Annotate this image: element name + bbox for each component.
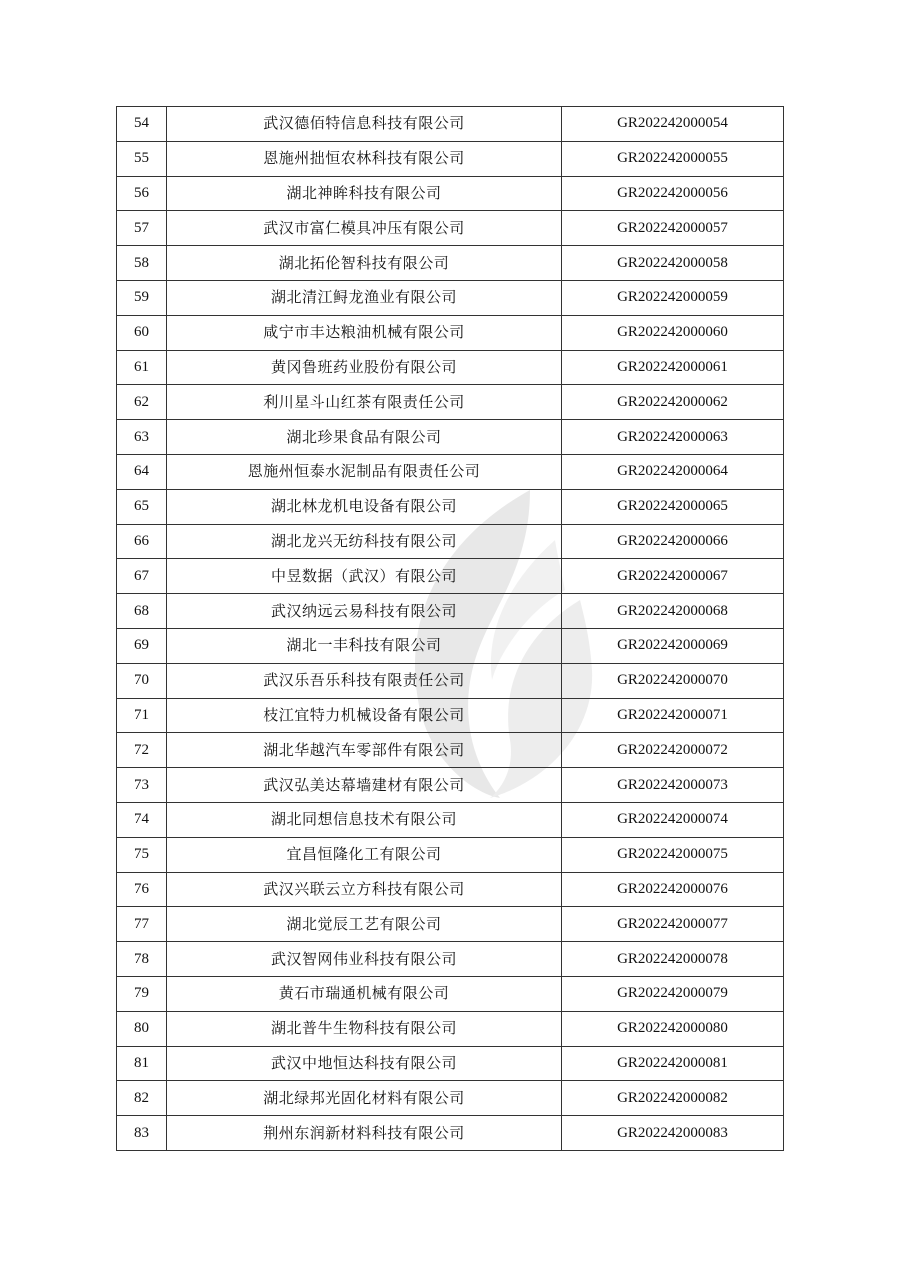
certificate-code-cell: GR202242000064: [562, 454, 784, 489]
row-number-cell: 58: [117, 246, 167, 281]
table-row: [117, 141, 784, 176]
row-number-cell: 82: [117, 1081, 167, 1116]
certificate-code-cell: GR202242000057: [562, 211, 784, 246]
table-row: [117, 768, 784, 803]
company-name-cell: 武汉乐吾乐科技有限责任公司: [167, 663, 562, 698]
company-name-cell: 咸宁市丰达粮油机械有限公司: [167, 315, 562, 350]
certificate-code-cell: GR202242000069: [562, 628, 784, 663]
company-name-cell: 宜昌恒隆化工有限公司: [167, 837, 562, 872]
certificate-code-cell: GR202242000082: [562, 1081, 784, 1116]
row-number-cell: 73: [117, 768, 167, 803]
table-row: [117, 107, 784, 142]
certificate-code-cell: GR202242000067: [562, 559, 784, 594]
row-number-cell: 78: [117, 942, 167, 977]
company-name-cell: 湖北觉辰工艺有限公司: [167, 907, 562, 942]
company-name-cell: 中昱数据（武汉）有限公司: [167, 559, 562, 594]
table-row: [117, 594, 784, 629]
company-name-cell: 武汉纳远云易科技有限公司: [167, 594, 562, 629]
table-row: [117, 176, 784, 211]
certificate-code-cell: GR202242000072: [562, 733, 784, 768]
row-number-cell: 74: [117, 802, 167, 837]
certificate-code-cell: GR202242000073: [562, 768, 784, 803]
company-name-cell: 恩施州拙恒农林科技有限公司: [167, 141, 562, 176]
table-body: [117, 107, 784, 1151]
company-name-cell: 湖北华越汽车零部件有限公司: [167, 733, 562, 768]
table-row: [117, 524, 784, 559]
table-row: [117, 489, 784, 524]
company-name-cell: 湖北同想信息技术有限公司: [167, 802, 562, 837]
table-row: [117, 907, 784, 942]
company-name-cell: 利川星斗山红茶有限责任公司: [167, 385, 562, 420]
row-number-cell: 75: [117, 837, 167, 872]
row-number-cell: 69: [117, 628, 167, 663]
certificate-code-cell: GR202242000077: [562, 907, 784, 942]
company-name-cell: 黄石市瑞通机械有限公司: [167, 976, 562, 1011]
row-number-cell: 67: [117, 559, 167, 594]
company-name-cell: 恩施州恒泰水泥制品有限责任公司: [167, 454, 562, 489]
row-number-cell: 72: [117, 733, 167, 768]
company-name-cell: 黄冈鲁班药业股份有限公司: [167, 350, 562, 385]
certificate-code-cell: GR202242000068: [562, 594, 784, 629]
row-number-cell: 55: [117, 141, 167, 176]
enterprise-table: [116, 106, 784, 1151]
table-row: [117, 1046, 784, 1081]
table-row: [117, 385, 784, 420]
company-name-cell: 湖北拓伦智科技有限公司: [167, 246, 562, 281]
company-name-cell: 湖北龙兴无纺科技有限公司: [167, 524, 562, 559]
table-row: [117, 420, 784, 455]
certificate-code-cell: GR202242000076: [562, 872, 784, 907]
row-number-cell: 76: [117, 872, 167, 907]
company-name-cell: 荆州东润新材料科技有限公司: [167, 1116, 562, 1151]
row-number-cell: 63: [117, 420, 167, 455]
company-name-cell: 湖北一丰科技有限公司: [167, 628, 562, 663]
table-row: [117, 315, 784, 350]
row-number-cell: 60: [117, 315, 167, 350]
table-row: [117, 837, 784, 872]
certificate-code-cell: GR202242000066: [562, 524, 784, 559]
certificate-code-cell: GR202242000081: [562, 1046, 784, 1081]
table-row: [117, 454, 784, 489]
row-number-cell: 61: [117, 350, 167, 385]
table-row: [117, 280, 784, 315]
certificate-code-cell: GR202242000060: [562, 315, 784, 350]
company-name-cell: 湖北绿邦光固化材料有限公司: [167, 1081, 562, 1116]
certificate-code-cell: GR202242000071: [562, 698, 784, 733]
company-name-cell: 湖北清江鲟龙渔业有限公司: [167, 280, 562, 315]
row-number-cell: 70: [117, 663, 167, 698]
row-number-cell: 77: [117, 907, 167, 942]
table-row: [117, 211, 784, 246]
table-row: [117, 698, 784, 733]
company-name-cell: 武汉德佰特信息科技有限公司: [167, 107, 562, 142]
company-name-cell: 湖北普牛生物科技有限公司: [167, 1011, 562, 1046]
company-name-cell: 武汉弘美达幕墙建材有限公司: [167, 768, 562, 803]
row-number-cell: 62: [117, 385, 167, 420]
company-name-cell: 湖北珍果食品有限公司: [167, 420, 562, 455]
table-row: [117, 872, 784, 907]
table-row: [117, 663, 784, 698]
table-row: [117, 976, 784, 1011]
table-row: [117, 733, 784, 768]
table-row: [117, 1116, 784, 1151]
certificate-code-cell: GR202242000054: [562, 107, 784, 142]
row-number-cell: 64: [117, 454, 167, 489]
company-name-cell: 武汉市富仁模具冲压有限公司: [167, 211, 562, 246]
certificate-code-cell: GR202242000078: [562, 942, 784, 977]
table-row: [117, 559, 784, 594]
row-number-cell: 81: [117, 1046, 167, 1081]
certificate-code-cell: GR202242000063: [562, 420, 784, 455]
table-row: [117, 802, 784, 837]
certificate-code-cell: GR202242000070: [562, 663, 784, 698]
company-name-cell: 湖北神眸科技有限公司: [167, 176, 562, 211]
row-number-cell: 71: [117, 698, 167, 733]
row-number-cell: 59: [117, 280, 167, 315]
table-row: [117, 942, 784, 977]
table-row: [117, 628, 784, 663]
certificate-code-cell: GR202242000075: [562, 837, 784, 872]
company-name-cell: 枝江宜特力机械设备有限公司: [167, 698, 562, 733]
certificate-code-cell: GR202242000080: [562, 1011, 784, 1046]
certificate-code-cell: GR202242000055: [562, 141, 784, 176]
row-number-cell: 79: [117, 976, 167, 1011]
row-number-cell: 68: [117, 594, 167, 629]
certificate-code-cell: GR202242000062: [562, 385, 784, 420]
table-row: [117, 1081, 784, 1116]
certificate-code-cell: GR202242000065: [562, 489, 784, 524]
certificate-code-cell: GR202242000058: [562, 246, 784, 281]
certificate-code-cell: GR202242000079: [562, 976, 784, 1011]
company-name-cell: 湖北林龙机电设备有限公司: [167, 489, 562, 524]
row-number-cell: 65: [117, 489, 167, 524]
table-row: [117, 1011, 784, 1046]
company-name-cell: 武汉兴联云立方科技有限公司: [167, 872, 562, 907]
row-number-cell: 54: [117, 107, 167, 142]
table-row: [117, 246, 784, 281]
row-number-cell: 56: [117, 176, 167, 211]
table-row: [117, 350, 784, 385]
certificate-code-cell: GR202242000083: [562, 1116, 784, 1151]
company-name-cell: 武汉智网伟业科技有限公司: [167, 942, 562, 977]
certificate-code-cell: GR202242000061: [562, 350, 784, 385]
row-number-cell: 57: [117, 211, 167, 246]
row-number-cell: 83: [117, 1116, 167, 1151]
row-number-cell: 66: [117, 524, 167, 559]
certificate-code-cell: GR202242000074: [562, 802, 784, 837]
company-name-cell: 武汉中地恒达科技有限公司: [167, 1046, 562, 1081]
certificate-code-cell: GR202242000059: [562, 280, 784, 315]
certificate-code-cell: GR202242000056: [562, 176, 784, 211]
row-number-cell: 80: [117, 1011, 167, 1046]
